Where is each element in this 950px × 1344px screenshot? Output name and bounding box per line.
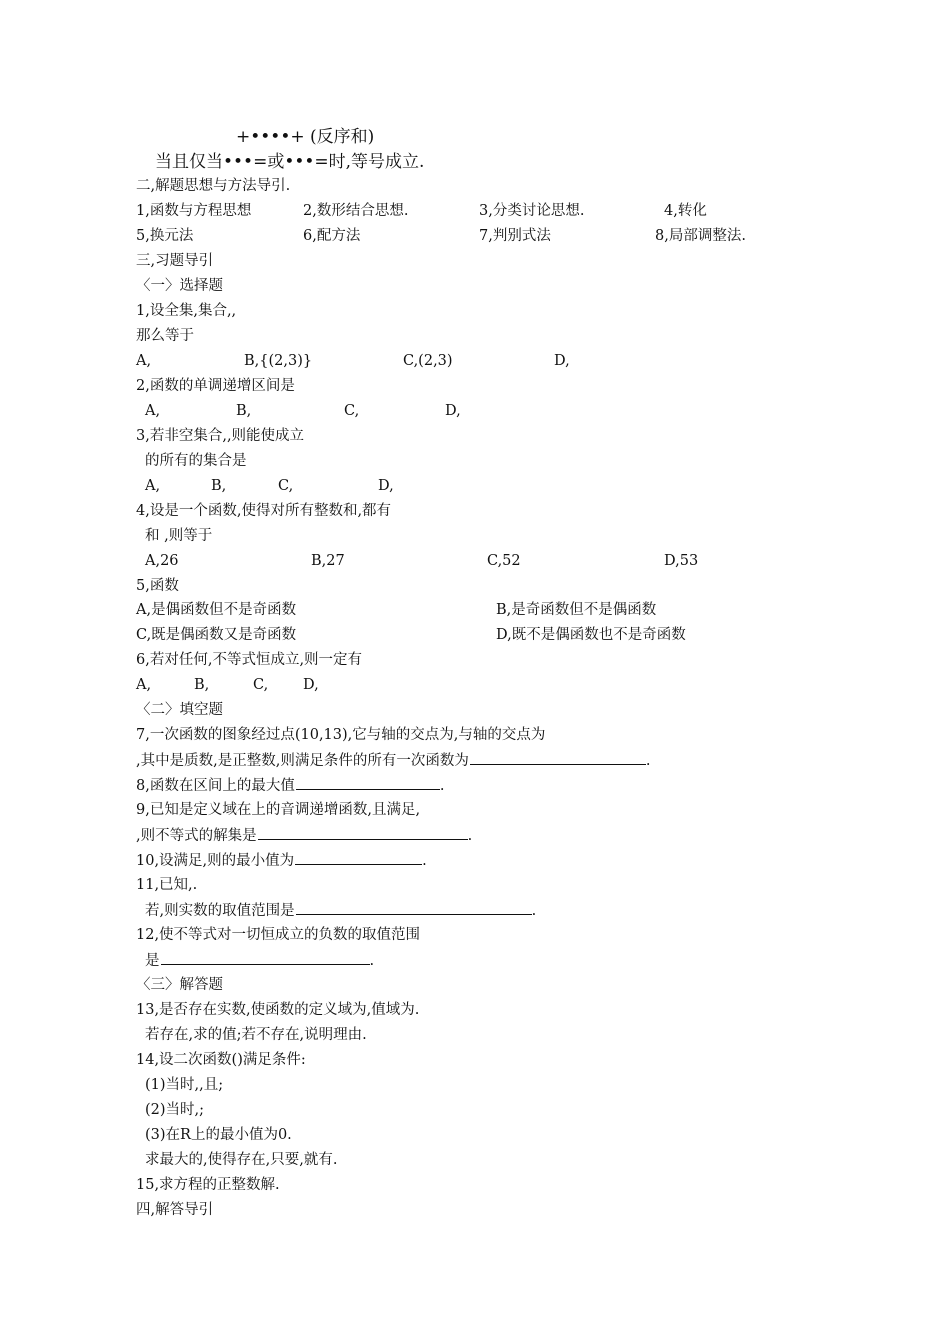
q11-line-2: [145, 900, 536, 921]
method-4: 4,转化: [664, 203, 707, 219]
q2-stem: 2,函数的单调递增区间是: [136, 378, 295, 394]
method-2: 2,数形结合思想.: [303, 203, 409, 219]
q4-option-b: B,27: [311, 553, 345, 569]
q3-stem-2: 的所有的集合是: [145, 453, 247, 469]
q12-line-2: [145, 950, 374, 971]
q1-option-a: A,: [136, 353, 152, 369]
q6-option-c: C,: [253, 677, 269, 693]
q5-option-a: A,是偶函数但不是奇函数: [136, 602, 297, 618]
q7-line-1: 7,一次函数的图象经过点(10,13),它与轴的交点为,与轴的交点为: [136, 727, 546, 743]
q14-line-5: 求最大的,使得存在,只要,就有.: [145, 1152, 338, 1168]
q4-stem-2: 和 ,则等于: [145, 528, 213, 544]
fill-title: 〈二〉填空题: [136, 702, 223, 718]
q6-option-d: D,: [303, 677, 319, 693]
q10-line: [136, 850, 427, 871]
q9-line-1: 9,已知是定义域在上的音调递增函数,且满足,: [136, 802, 421, 818]
q7-answer-blank[interactable]: [470, 750, 646, 765]
q5-stem: 5,函数: [136, 578, 179, 594]
q5-option-c: C,既是偶函数又是奇函数: [136, 627, 297, 643]
intro-line-1: +••••+ (反序和): [236, 127, 375, 147]
q2-option-c: C,: [344, 403, 360, 419]
q1-option-b: B,{(2,3)}: [244, 353, 313, 369]
q3-stem: 3,若非空集合,,则能使成立: [136, 428, 305, 444]
q7-line-2: [136, 750, 650, 771]
section-3-title: 三,习题导引: [136, 253, 214, 269]
q6-option-b: B,: [194, 677, 210, 693]
q12-period: .: [369, 953, 375, 969]
q11-text: 若,则实数的取值范围是: [145, 903, 295, 919]
q1-stem-2: 那么等于: [136, 328, 194, 344]
q8-text: 8,函数在区间上的最大值: [136, 778, 295, 794]
q8-period: .: [439, 778, 445, 794]
q13-line-1: 13,是否存在实数,使函数的定义域为,值域为.: [136, 1002, 420, 1018]
q1-option-c: C,(2,3): [403, 353, 453, 369]
intro-line-2: 当且仅当•••=或•••=时,等号成立.: [155, 152, 425, 172]
q14-condition-2: (2)当时,;: [145, 1102, 205, 1118]
q3-option-c: C,: [278, 478, 294, 494]
q14-line-1: 14,设二次函数()满足条件:: [136, 1052, 306, 1068]
q4-option-d: D,53: [664, 553, 699, 569]
method-8: 8,局部调整法.: [655, 228, 746, 244]
choice-title: 〈一〉选择题: [136, 278, 223, 294]
answer-title: 〈三〉解答题: [136, 977, 223, 993]
q7-period: .: [645, 753, 651, 769]
q9-line-2: [136, 825, 472, 846]
q2-option-d: D,: [445, 403, 461, 419]
section-2-title: 二,解题思想与方法导引.: [136, 178, 291, 194]
q9-text: ,则不等式的解集是: [136, 828, 257, 844]
q13-line-2: 若存在,求的值;若不存在,说明理由.: [145, 1027, 367, 1043]
q11-line-1: 11,已知,.: [136, 877, 198, 893]
q15-line: 15,求方程的正整数解.: [136, 1177, 280, 1193]
method-7: 7,判别式法: [479, 228, 551, 244]
q12-line-1: 12,使不等式对一切恒成立的负数的取值范围: [136, 927, 421, 943]
method-3: 3,分类讨论思想.: [479, 203, 585, 219]
q12-answer-blank[interactable]: [161, 950, 370, 965]
q10-period: .: [422, 853, 427, 869]
q1-option-d: D,: [554, 353, 570, 369]
q4-stem: 4,设是一个函数,使得对所有整数和,都有: [136, 503, 392, 519]
q11-answer-blank[interactable]: [296, 900, 532, 915]
q3-option-a: A,: [145, 478, 161, 494]
q14-condition-1: (1)当时,,且;: [145, 1077, 224, 1093]
section-4-title: 四,解答导引: [136, 1202, 214, 1218]
q3-option-b: B,: [211, 478, 227, 494]
q9-answer-blank[interactable]: [258, 825, 468, 840]
q14-condition-3: (3)在R上的最小值为0.: [145, 1127, 292, 1143]
q8-answer-blank[interactable]: [296, 775, 440, 790]
q10-answer-blank[interactable]: [295, 850, 422, 865]
q1-stem: 1,设全集,集合,,: [136, 303, 237, 319]
q5-option-d: D,既不是偶函数也不是奇函数: [496, 627, 686, 643]
q12-text: 是: [145, 953, 160, 969]
q2-option-b: B,: [236, 403, 252, 419]
q8-line: [136, 775, 444, 796]
q5-option-b: B,是奇函数但不是偶函数: [496, 602, 657, 618]
q10-text: 10,设满足,则的最小值为: [136, 853, 295, 869]
q2-option-a: A,: [145, 403, 161, 419]
method-6: 6,配方法: [303, 228, 361, 244]
q4-option-c: C,52: [487, 553, 521, 569]
q6-option-a: A,: [136, 677, 152, 693]
q9-period: .: [467, 828, 473, 844]
q11-period: .: [531, 903, 537, 919]
method-5: 5,换元法: [136, 228, 194, 244]
q7-text: ,其中是质数,是正整数,则满足条件的所有一次函数为: [136, 753, 469, 769]
q3-option-d: D,: [378, 478, 394, 494]
q4-option-a: A,26: [145, 553, 179, 569]
q6-stem: 6,若对任何,不等式恒成立,则一定有: [136, 652, 363, 668]
method-1: 1,函数与方程思想: [136, 203, 252, 219]
